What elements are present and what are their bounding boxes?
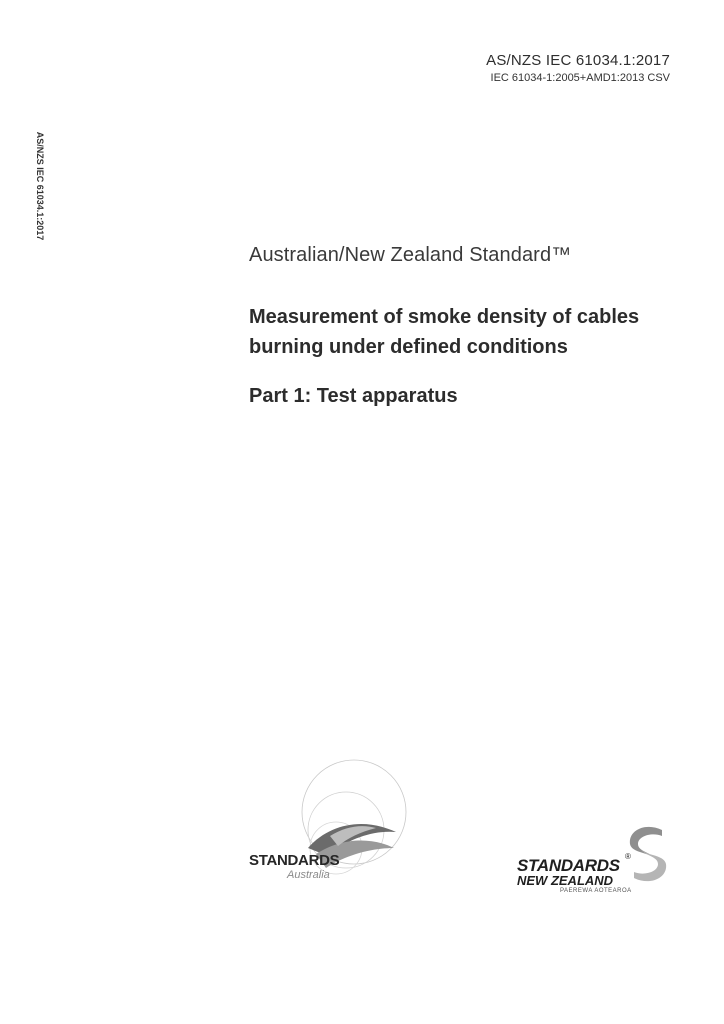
standards-australia-wordmark: STANDARDS <box>249 852 340 869</box>
part-title: Part 1: Test apparatus <box>249 385 458 407</box>
document-title-line2: burning under defined conditions <box>249 336 568 358</box>
iec-reference: IEC 61034-1:2005+AMD1:2013 CSV <box>490 72 670 84</box>
standards-nz-maori: PAEREWA AOTEAROA <box>560 888 632 894</box>
standards-nz-registered: ® <box>625 852 631 861</box>
spine-label: AS/NZS IEC 61034.1:2017 <box>35 131 45 241</box>
standards-australia-sub: Australia <box>287 869 330 881</box>
document-title <box>249 302 689 362</box>
nz-logo-s-lower <box>634 848 666 881</box>
series-title: Australian/New Zealand Standard™ <box>249 244 572 266</box>
standards-nz-wordmark: STANDARDS <box>517 856 620 875</box>
doc-number: AS/NZS IEC 61034.1:2017 <box>486 52 670 69</box>
standards-australia-logo-icon <box>236 752 416 912</box>
document-title-line1: Measurement of smoke density of cables <box>249 306 640 328</box>
nz-logo-s-upper <box>630 827 662 860</box>
standards-nz-country: NEW ZEALAND <box>517 873 614 888</box>
